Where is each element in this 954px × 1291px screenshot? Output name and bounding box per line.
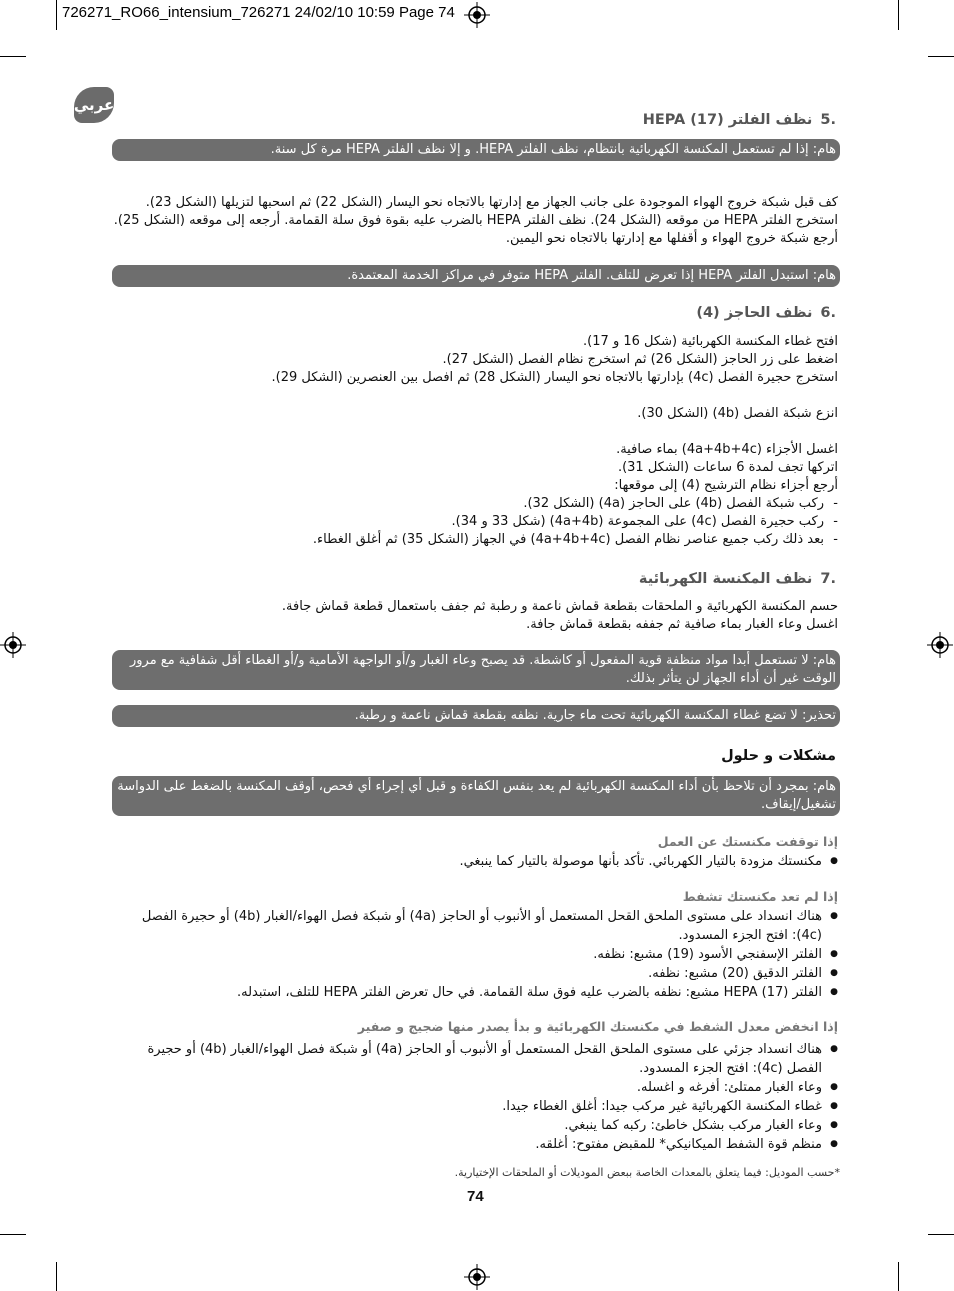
section-6-heading <box>696 305 836 321</box>
section-7-heading <box>639 571 836 587</box>
registration-mark-icon <box>927 632 953 658</box>
section-title: مشكلات و حلول <box>721 748 836 764</box>
paragraph <box>112 194 838 248</box>
list-item: - بعد ذلك ركب جميع عناصر نظام الفصل (4a+4b+4c) في الجهاز (الشكل 35) ثم أغلق الغطاء. <box>112 531 838 549</box>
text-line <box>112 387 838 405</box>
page-number: 74 <box>467 1188 484 1205</box>
text-line: اضغط على زر الحاجز (الشكل 26) ثم استخرج نظام الفصل (الشكل 27). <box>442 352 838 367</box>
paragraph <box>112 598 838 634</box>
list-item: ● هناك انسداد على مستوى الملحق القحل المستعمل أو الأنبوب أو الحاجز (4a) أو شبكة فصل الهواء/الغبار (4b) أو حجيرة الفصل (4c): افتح الجزء المسدود. <box>112 907 838 945</box>
crop-mark <box>0 1234 26 1235</box>
text-line: كف قبل شبكة خروج الهواء الموجودة على جانب الجهاز مع إدارتها بالاتجاه نحو اليسار (الشكل 22) ثم اسحبها لتزيلها (الشكل 23). <box>145 195 838 210</box>
note-box: هام: بمجرد أن تلاحظ بأن أداء المكنسة الكهربائية لم يعد بنفس الكفاءة و قبل أي إجراء أي فحص، أوقف المكنسة بالضغط على الدواسة تشغيل/إيقاف. <box>112 776 840 816</box>
text-line: أرجع أجزاء نظام الترشيح (4) إلى موقعها: <box>614 478 838 493</box>
list-item: ● الفلتر HEPA (17) مشبع: نظفه بالضرب عليه فوق سلة القمامة. في حال تعرض الفلتر HEPA للتلف، استبدله. <box>112 983 838 1002</box>
section-number: .7 <box>820 571 836 587</box>
crop-mark <box>928 1234 954 1235</box>
text-line: افتح غطاء المكنسة الكهربائية (شكل 16 و 17). <box>583 334 838 349</box>
list-item: ● الفلتر الدقيق (20) مشبع: نظفه. <box>112 964 838 983</box>
crop-mark <box>898 0 899 30</box>
section-5-heading <box>643 112 836 128</box>
text-line: استخرج حجيرة الفصل (4c) بإدارتها بالاتجاه نحو اليسار (الشكل 28) ثم افصل بين العنصرين (الشكل 29). <box>271 370 838 385</box>
crop-mark <box>56 0 57 30</box>
list-item: - ركب شبكة الفصل (4b) على الحاجز (4a) (الشكل 32). <box>112 495 838 513</box>
print-header: 726271_RO66_intensium_726271 24/02/10 10:59 Page 74 <box>62 4 455 21</box>
note-box: هام: استبدل الفلتر HEPA إذا تعرض للتلف. الفلتر HEPA متوفر في مراكز الخدمة المعتمدة. <box>112 265 840 287</box>
list-item: ● وعاء الغبار ممتلئ: أفرغه و اغسله. <box>112 1078 838 1097</box>
list-item: - ركب حجيرة الفصل (4c) على المجموعة (4a+4b) (شكل 33 و 34). <box>112 513 838 531</box>
section-number: .6 <box>820 305 836 321</box>
problem-heading: إذا انخفض معدل الشفط في مكنستك الكهربائية و بدأ يصدر منها ضجيج و صفير <box>357 1019 838 1034</box>
list-item: ● الفلتر الإسفنجي الأسود (19) مشبع: نظفه. <box>112 945 838 964</box>
list-item: ● منظم قوة الشفط الميكانيكي* للمقبض مفتوح: أغلقه. <box>112 1135 838 1154</box>
section-title: نظف المكنسة الكهربائية <box>638 571 813 587</box>
bullet-list <box>112 1040 838 1154</box>
bullet-list <box>112 852 838 871</box>
list-item: ● غطاء المكنسة الكهربائية غير مركب جيدا: أغلق الغطاء جيدا. <box>112 1097 838 1116</box>
bullet-list <box>112 907 838 1002</box>
language-tab: عربي <box>74 87 114 123</box>
note-box: هام: إذا لم تستعمل المكنسة الكهربائية بانتظام، نظف الفلتر HEPA. و إلا نظف الفلتر HEPA مرة كل سنة. <box>112 139 840 161</box>
list-item: ● مكنستك مزودة بالتيار الكهربائي. تأكد بأنها موصولة بالتيار كما ينبغي. <box>112 852 838 871</box>
text-line: استخرج الفلتر HEPA من موقعه (الشكل 24). نظف الفلتر HEPA بالضرب عليه بقوة فوق سلة القمامة. أرجعه إلى موقعه (الشكل 25). <box>113 213 838 228</box>
crop-mark <box>0 56 26 57</box>
crop-mark <box>928 56 954 57</box>
section-number: .5 <box>820 112 836 128</box>
note-box: هام: لا تستعمل أبدا مواد منظفة قوية المفعول أو كاشطة. قد يصبح وعاء الغبار و/أو الواجهة الأمامية و/أو الغطاء أقل شفافية مع مرور الوقت غير أن أداء الجهاز لن يتأثر بذلك. <box>112 650 840 690</box>
problem-heading: إذا توقفت مكنستك عن العمل <box>657 834 838 849</box>
crop-mark <box>898 1262 899 1291</box>
text-line: أرجع شبكة خروج الهواء و أقفلها مع إدارتها بالاتجاه نحو اليمين. <box>505 231 838 246</box>
crop-mark <box>56 1262 57 1291</box>
text-line: انزع شبكة الفصل (4b) (الشكل 30). <box>637 406 838 421</box>
dash-list <box>112 495 838 549</box>
list-item: ● وعاء الغبار مركب بشكل خاطئ: ركبه كما ينبغي. <box>112 1116 838 1135</box>
text-line: اغسل وعاء الغبار بماء صافية ثم جففه بقطعة قماش جافة. <box>526 617 838 632</box>
text-line <box>112 423 838 441</box>
text-line: اغسل الأجزاء (4a+4b+4c) بماء صافية. <box>616 442 838 457</box>
registration-mark-icon <box>464 2 490 28</box>
section-6-body <box>112 333 838 549</box>
list-item: ● هناك انسداد جزئي على مستوى الملحق القحل المستعمل أو الأنبوب أو الحاجز (4a) أو شبكة فصل الهواء/الغبار (4b) أو حجيرة الفصل (4c): افتح الجزء المسدود. <box>112 1040 838 1078</box>
section-title: نظف الفلتر HEPA (17) <box>642 112 813 128</box>
warning-box: تحذير: لا تضع غطاء المكنسة الكهربائية تحت ماء جارية. نظفه بقطعة قماش ناعمة و رطبة. <box>112 705 840 727</box>
registration-mark-icon <box>464 1264 490 1290</box>
problem-heading: إذا لم تعد مكنستك تشفط <box>682 889 838 904</box>
problems-heading <box>721 748 836 764</box>
registration-mark-icon <box>0 632 26 658</box>
footnote: *حسب الموديل: فيما يتعلق بالمعدات الخاصة ببعض الموديلات أو الملحقات الإختيارية. <box>454 1166 840 1179</box>
section-title: نظف الحاجز (4) <box>696 305 813 321</box>
text-line: اتركها تجف لمدة 6 ساعات (الشكل 31). <box>617 460 838 475</box>
text-line: حسم المكنسة الكهربائية و الملحقات بقطعة قماش ناعمة و رطبة ثم جفف باستعمال قطعة قماش جافة. <box>281 599 838 614</box>
